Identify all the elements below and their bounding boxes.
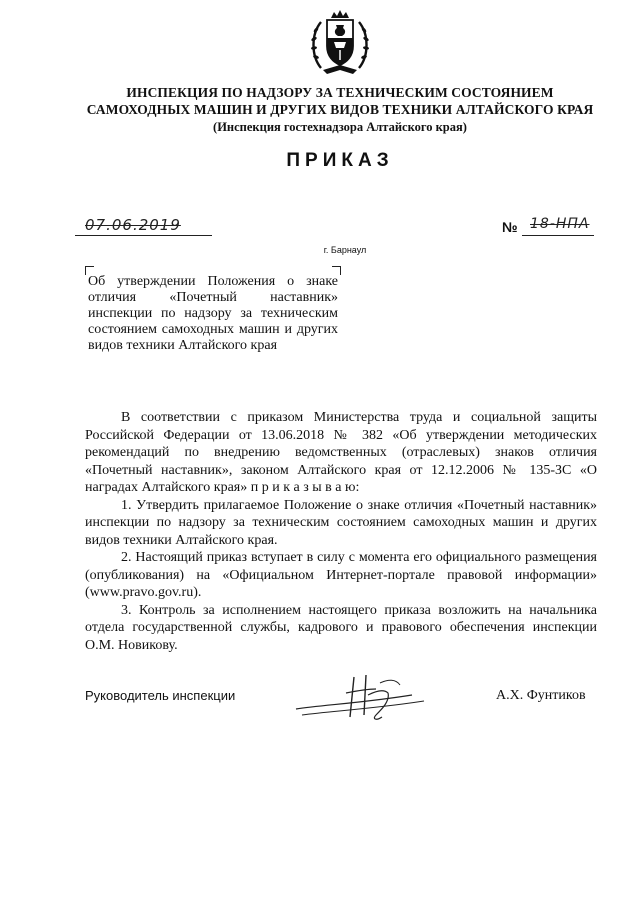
number-field	[522, 217, 594, 236]
signatory-title: Руководитель инспекции	[85, 688, 236, 703]
document-body	[85, 409, 597, 654]
city-name: г. Барнаул	[323, 245, 367, 255]
body-item-1: 1. Утвердить прилагаемое Положение о знаке отличия «Почетный наставник» инспекции по надзору за техническим состоянием самоходных машин и других видов техники Алтайского края.	[85, 497, 597, 548]
organization-name	[60, 84, 620, 118]
document-number: 18-НПА	[530, 216, 590, 232]
body-preamble: В соответствии с приказом Министерства труда и социальной защиты Российской Федерации от 13.06.2018 № 382 «Об утверждении методических рекомендаций по внедрению ведомственных (отраслевых) знаков отличия «Почетный наставник», законом Алтайского края от 12.12.2006 № 135-ЗС «О наградах Алтайского края» п р и к а з ы в а ю:	[85, 410, 597, 495]
document-type-title: ПРИКАЗ	[286, 150, 394, 171]
organization-short-name: (Инспекция гостехнадзора Алтайского края)	[213, 120, 467, 134]
body-item-3: 3. Контроль за исполнением настоящего приказа возложить на начальника отдела государственной службы, кадрового и правового обеспечения инспекции О.М. Новикову.	[85, 602, 597, 653]
organization-name-line2: САМОХОДНЫХ МАШИН И ДРУГИХ ВИДОВ ТЕХНИКИ АЛТАЙСКОГО КРАЯ	[86, 102, 594, 117]
organization-name-line1: ИНСПЕКЦИЯ ПО НАДЗОРУ ЗА ТЕХНИЧЕСКИМ СОСТОЯНИЕМ	[126, 85, 554, 100]
document-subject: Об утверждении Положения о знаке отличия «Почетный наставник» инспекции по надзору за техническим состоянием самоходных машин и других видов техники Алтайского края	[88, 274, 338, 353]
date-field	[75, 217, 212, 236]
body-item-2: 2. Настоящий приказ вступает в силу с момента его официального размещения (опубликования) на «Официальном Интернет-портале правовой информации» (www.pravo.gov.ru).	[85, 550, 597, 600]
document-date: 07.06.2019	[85, 216, 181, 234]
coat-of-arms-emblem	[307, 8, 373, 78]
signatory-name: А.Х. Фунтиков	[496, 688, 586, 703]
handwritten-signature	[292, 665, 432, 725]
number-label: №	[502, 219, 518, 235]
